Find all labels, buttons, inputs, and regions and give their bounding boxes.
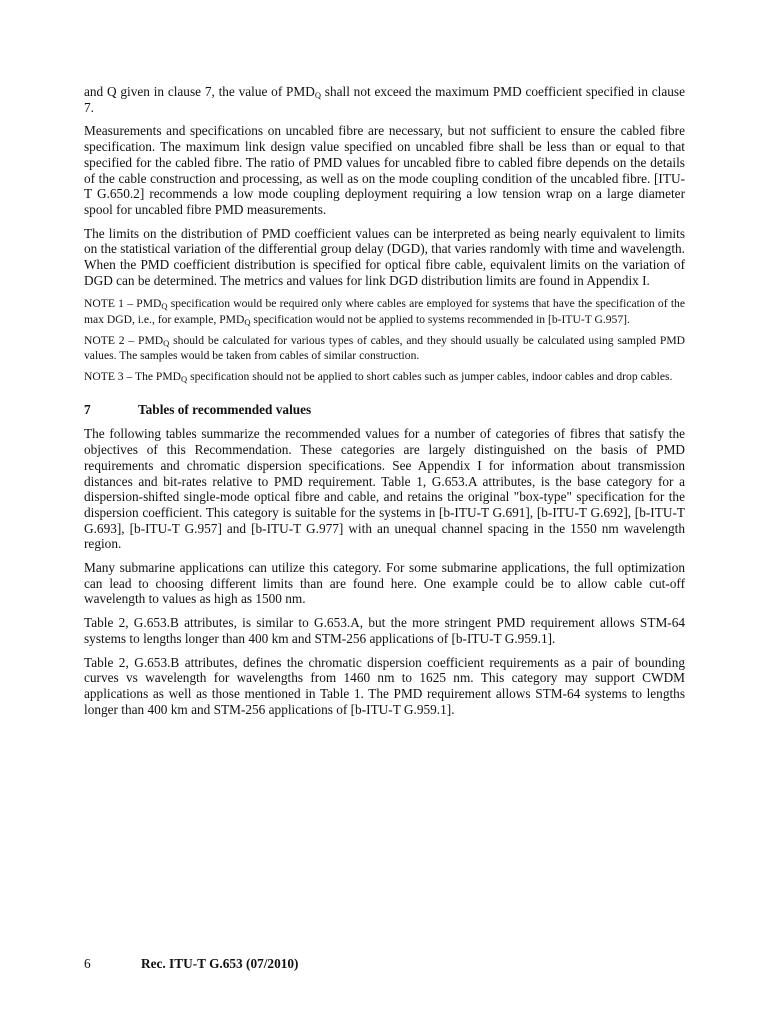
note-text: NOTE 1 – PMD [84,297,162,311]
paragraph-submarine: Many submarine applications can utilize this category. For some submarine applications, the full optimization can lead to choosing different limits than are found here. One example could be to allow cable cut-off wavelength to values as high as 1500 nm. [84,560,685,607]
note-1 [84,296,685,326]
note-text: specification would be required only where cables are employed for systems that have the specification of the max DGD, i.e., for example, PMD [84,297,685,326]
note-text: NOTE 2 – PMD [84,333,164,347]
document-page [84,84,685,725]
paragraph-text: and Q given in clause 7, the value of PMD [84,84,315,99]
subscript: Q [181,374,188,385]
paragraph-dgd-limits: The limits on the distribution of PMD coefficient values can be interpreted as being nearly equivalent to limits on the statistical variation of the differential group delay (DGD), that varies randomly with time and wavelength. When the PMD coefficient distribution is specified for optical fibre cable, equivalent limits on the variation of DGD can be determined. The metrics and values for link DGD distribution limits are found in Appendix I. [84,225,685,288]
section-number: 7 [84,402,91,418]
note-2 [84,333,685,363]
section-title: Tables of recommended values [138,402,312,418]
note-text: specification should not be applied to short cables such as jumper cables, indoor cables and drop cables. [187,370,673,384]
paragraph-text: shall not exceed the maximum PMD coefficient specified in clause 7. [84,84,685,115]
paragraph-g653b-pmd: Table 2, G.653.B attributes, is similar to G.653.A, but the more stringent PMD requirement allows STM-64 systems to lengths longer than 400 km and STM-256 applications of [b-ITU-T G.959.1]. [84,615,685,646]
subscript: Q [163,337,170,348]
paragraph-uncabled-fibre: Measurements and specifications on uncabled fibre are necessary, but not sufficient to ensure the cabled fibre specification. The maximum link design value specified on uncabled fibre shall be less than or equal to that specified for the cabled fibre. The ratio of PMD values for uncabled fibre to cabled fibre depends on the details of the cable construction and processing, as well as on the mode coupling condition of the uncabled fibre. [ITU-T G.650.2] recommends a low mode coupling deployment requiring a low tension wrap on a large diameter spool for uncabled fibre PMD measurements. [84,123,685,217]
document-reference: Rec. ITU-T G.653 (07/2010) [141,956,299,971]
note-text: specification would not be applied to systems recommended in [b-ITU-T G.957]. [250,312,630,326]
section-heading [84,402,685,418]
subscript: Q [314,90,321,100]
subscript: Q [244,316,251,327]
page-number: 6 [84,956,91,971]
paragraph-tables-summary: The following tables summarize the recommended values for a number of categories of fibres that satisfy the objectives of this Recommendation. These categories are largely distinguished on the basis of PMD requirements and chromatic dispersion specifications. See Appendix I for information about transmission distances and bit-rates relative to PMD requirement. Table 1, G.653.A attributes, is the base category for a dispersion-shifted single-mode optical fibre and cable, and retains the original "box-type" specification for the dispersion coefficient. This category is suitable for the systems in [b-ITU-T G.691], [b-ITU-T G.692], [b-ITU-T G.693], [b-ITU-T G.957] and [b-ITU-T G.977] with an unequal channel spacing in the 1550 nm wavelength region. [84,426,685,552]
paragraph-pmdq-limit [84,84,685,115]
note-text: should be calculated for various types of cables, and they should usually be calculated using sampled PMD values. The samples would be taken from cables of similar construction. [84,333,685,363]
subscript: Q [161,301,168,312]
note-text: NOTE 3 – The PMD [84,370,182,384]
paragraph-g653b-dispersion: Table 2, G.653.B attributes, defines the chromatic dispersion coefficient requirements as a pair of bounding curves vs wavelength for wavelengths from 1460 nm to 1625 nm. This category may support CWDM applications as well as those mentioned in Table 1. The PMD requirement allows STM-64 systems to lengths longer than 400 km and STM-256 applications of [b-ITU-T G.959.1]. [84,654,685,717]
note-3 [84,369,685,384]
page-footer [84,956,298,972]
